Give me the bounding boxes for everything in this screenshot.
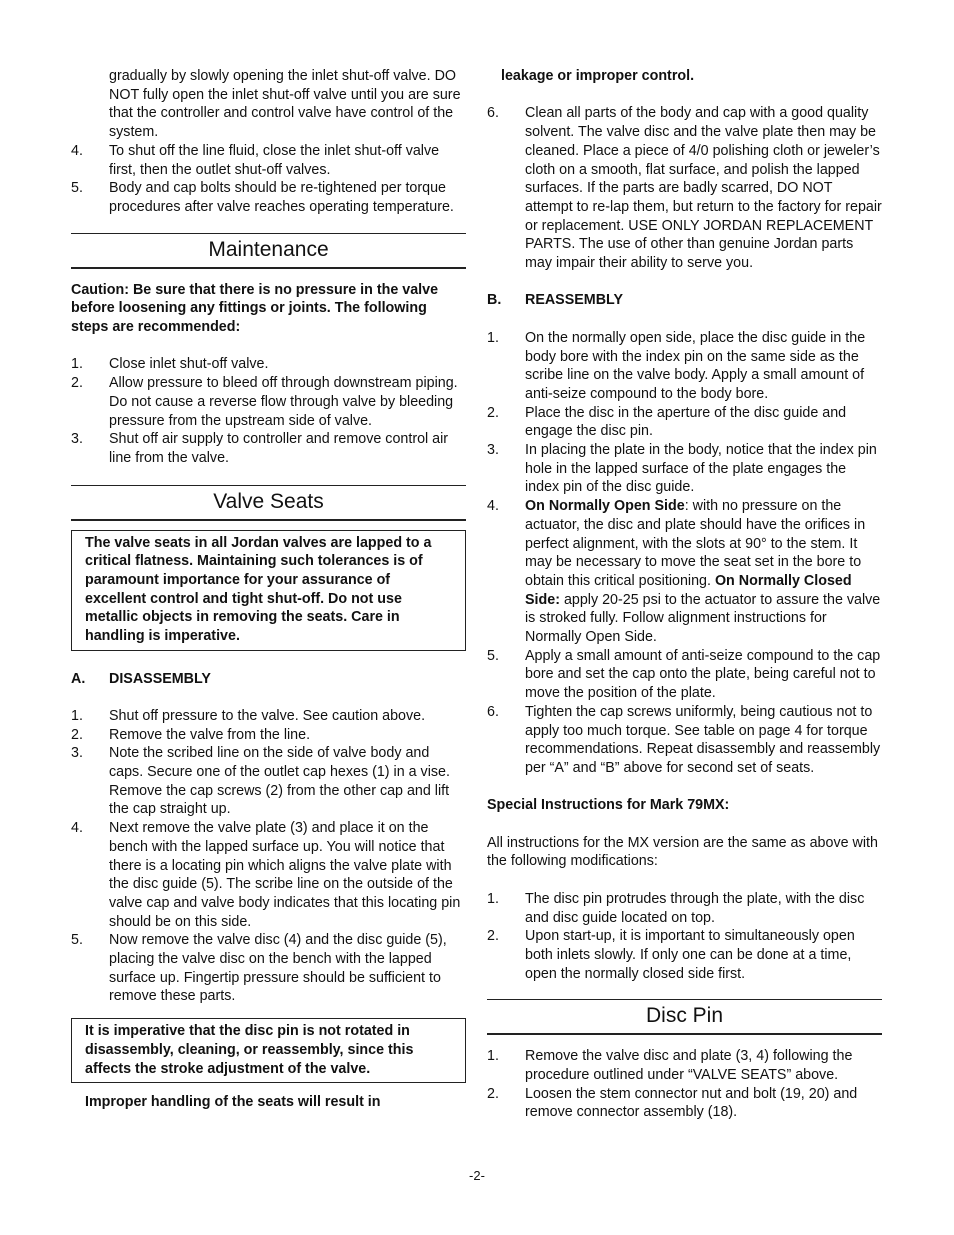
disassembly-list-continued (487, 104, 882, 272)
valve-seats-heading: Valve Seats (71, 485, 466, 521)
disc-pin-list (487, 1047, 882, 1122)
improper-handling-continued: leakage or improper control. (501, 68, 695, 84)
list-item: 2. Upon start-up, it is important to simultaneously open both inlets slowly. If only one can be done at a time, open the normally closed side first. (487, 928, 855, 982)
list-item: 6. Tighten the cap screws uniformly, being cautious not to apply too much torque. See table on page 4 for torque recommendations. Repeat disassembly and reassembly per “A” and “B” above for second set of seats. (487, 703, 881, 776)
list-item: 2. Loosen the stem connector nut and bolt (19, 20) and remove connector assembly (18). (487, 1085, 858, 1121)
maintenance-list (71, 355, 466, 467)
list-item: 3. Note the scribed line on the side of valve body and caps. Secure one of the outlet cap hexes (1) in a vise. Remove the cap screws (2) from the other cap and lift the cap straight up. (71, 745, 450, 818)
list-item: 4. On Normally Open Side: with no pressure on the actuator, the disc and plate should have the orifices in perfect alignment, with the slots at 90° to the stem. It may be necessary to move the seat set in the bore to obtain this critical positioning. On Normally Closed Side: apply 20-25 psi to the actuator to assure the valve is stroked fully. Follow alignment instructions for Normally Open Side. (487, 498, 881, 646)
list-item: 6. Clean all parts of the body and cap with a good quality solvent. The valve disc and the valve plate then may be cleaned. Place a piece of 4/0 polishing cloth or jeweler’s cloth on a smooth, flat surface, and polish the lapped surfaces. If the parts are badly scarred, DO NOT attempt to re-lap them, but return to the factory for repair or replacement. USE ONLY JORDAN REPLACEMENT PARTS. The use of other than genuine Jordan parts may impair their ability to serve you. (487, 105, 882, 272)
right-column (487, 67, 882, 1122)
reassembly-list (487, 329, 882, 778)
list-item: 5. Body and cap bolts should be re-tightened per torque procedures after valve reaches operating temperature. (71, 180, 454, 215)
left-column (71, 67, 466, 1112)
start-continuation: gradually by slowly opening the inlet shut-off valve. DO NOT fully open the inlet shut-off valve until you are sure that the controller and control valve have control of the system. (109, 68, 461, 141)
special-instructions-intro: All instructions for the MX version are the same as above with the following modifications: (487, 834, 878, 870)
reassembly-heading: B. REASSEMBLY (487, 292, 623, 309)
list-item: 1. The disc pin protrudes through the plate, with the disc and disc guide located on top. (487, 890, 865, 926)
list-item: 1. On the normally open side, place the disc guide in the body bore with the index pin on the same side as the scribe line on the valve body. Apply a small amount of anti-seize compound to the body bore. (487, 329, 866, 402)
special-instructions-list (487, 890, 882, 984)
maintenance-caution: Caution: Be sure that there is no pressure in the valve before loosening any fittings or joints. The following steps are recommended: (71, 281, 439, 336)
improper-handling-line: Improper handling of the seats will result in (85, 1094, 381, 1111)
disc-pin-heading: Disc Pin (487, 999, 882, 1035)
list-item: 4. Next remove the valve plate (3) and place it on the bench with the lapped surface up. You will notice that there is a locating pin which aligns the valve plate with the disc guide (5). The scribe line on the outside of the valve cap and valve body indicates that this locating pin should be on this side. (71, 820, 461, 930)
start-list (71, 142, 466, 217)
disassembly-heading: A. DISASSEMBLY (71, 670, 211, 687)
disc-pin-warning: It is imperative that the disc pin is not rotated in disassembly, cleaning, or reassembly, since this affects the stroke adjustment of the valve. (71, 1018, 466, 1083)
list-item: 2. Remove the valve from the line. (71, 726, 311, 743)
disassembly-list (71, 707, 466, 1006)
list-item: 5. Now remove the valve disc (4) and the disc guide (5), placing the valve disc on the bench with the lapped surface up. Fingertip pressure should be sufficient to remove these parts. (71, 932, 447, 1005)
list-item: 3. Shut off air supply to controller and remove control air line from the valve. (71, 431, 449, 466)
list-item: 1. Remove the valve disc and plate (3, 4) following the procedure outlined under “VALVE SEATS” above. (487, 1048, 853, 1084)
list-item: 3. In placing the plate in the body, notice that the index pin hole in the lapped surface of the plate engages the index pin of the disc guide. (487, 442, 877, 496)
list-item: 2. Allow pressure to bleed off through downstream piping. Do not cause a reverse flow through valve by bleeding pressure from the upstream side of valve. (71, 375, 458, 429)
list-item: 2. Place the disc in the aperture of the disc guide and engage the disc pin. (487, 404, 847, 440)
list-item: 5. Apply a small amount of anti-seize compound to the cap bore and set the cap onto the plate, being careful not to move the position of the plate. (487, 647, 881, 702)
list-item: 1. Shut off pressure to the valve. See caution above. (71, 707, 426, 724)
page-number: -2- (469, 1168, 485, 1183)
list-item: 4. To shut off the line fluid, close the inlet shut-off valve first, then the outlet shut-off valves. (71, 142, 440, 178)
maintenance-heading: Maintenance (71, 233, 466, 269)
valve-seats-notice: The valve seats in all Jordan valves are lapped to a critical flatness. Maintaining such tolerances is of paramount importance for your assurance of excellent control and tight shut-off. Do not use metallic objects in removing the seats. Care in handling is imperative. (71, 530, 466, 651)
list-item: 1. Close inlet shut-off valve. (71, 356, 269, 373)
special-instructions-heading: Special Instructions for Mark 79MX: (487, 797, 730, 814)
